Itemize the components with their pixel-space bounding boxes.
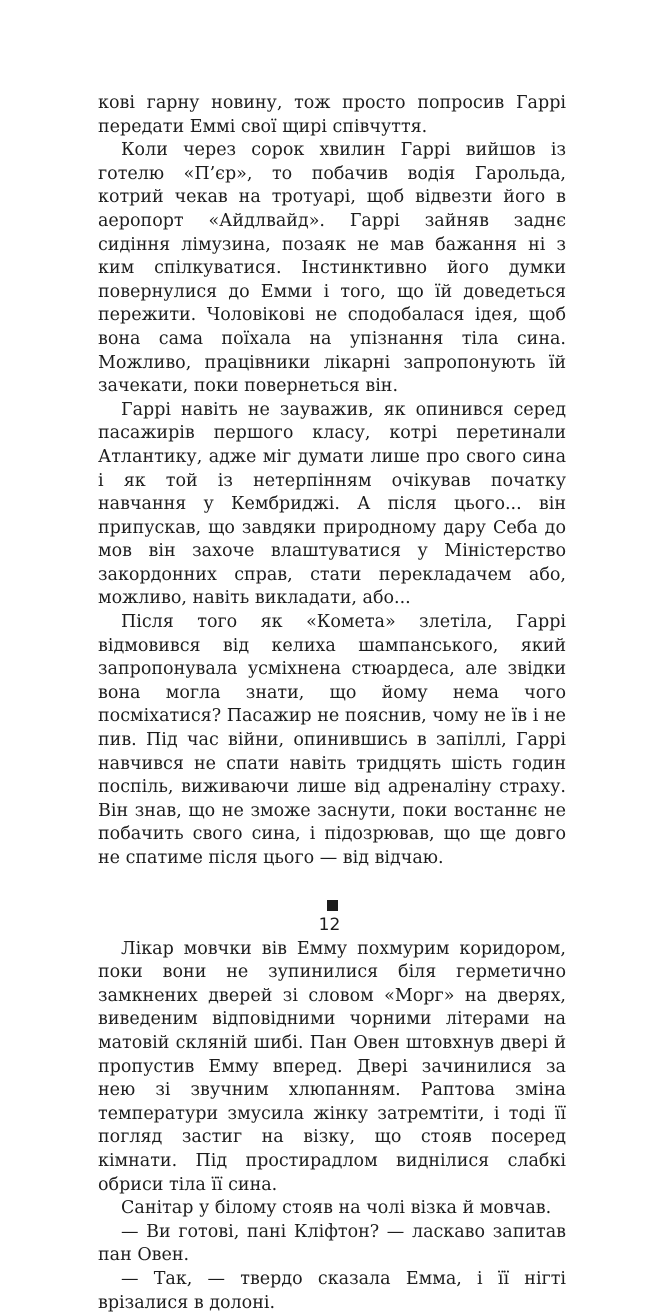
paragraph: кові гарну новину, тож просто попросив Гаррі передати Еммі свої щирі співчуття.	[98, 93, 566, 137]
paragraph: Після того як «Комета» злетіла, Гаррі відмовився від келиха шампанського, який запропонувала усміхнена стюардеса, але звідки вона могла знати, що йому нема чого посміхатися? Пасажир не пояснив, чому не їв і не пив. Під час війни, опинившись в запіллі, Гаррі навчився не спати навіть тридцять шість годин поспіль, виживаючи лише від адреналіну страху. Він знав, що не зможе заснути, поки востаннє не побачить свого сина, і підозрював, що ще довго не спатиме після цього — від відчаю.	[98, 612, 566, 868]
paragraph: Лікар мовчки вів Емму похмурим коридором, поки вони не зупинилися біля герметично замкнених дверей зі словом «Морг» на дверях, виведеним відповідними чорними літерами на матовій скляній шибі. Пан Овен штовхнув двері й пропустив Емму вперед. Двері зачинилися за нею зі звучним хлюпанням. Раптова зміна температури змусила жінку затремтіти, і тоді її погляд застиг на візку, що стояв посеред кімнати. Під простирадлом виднілися слабкі обриси тіла її сина.	[98, 938, 566, 1195]
page-number: 12	[318, 915, 341, 935]
black-square-icon	[327, 900, 338, 911]
section-separator	[98, 894, 566, 917]
paragraph: — Так, — твердо сказала Емма, і її нігті врізалися в долоні.	[98, 1268, 566, 1313]
paragraph: Гаррі навіть не зауважив, як опинився серед пасажирів першого класу, котрі перетинали Атлантику, адже міг думати лише про свого сина і як той із нетерпінням очікував початку навчання у Кембриджі. А після цього... він припускав, що завдяки природному дару Себа до мов він захоче влаштуватися у Міністерство закордонних справ, стати перекладачем або, можливо, навіть викладати, або...	[98, 399, 566, 609]
paragraph: Коли через сорок хвилин Гаррі вийшов із готелю «П’єр», то побачив водія Гарольда, котрий чекав на тротуарі, щоб відвезти його в аеропорт «Айдлвайд». Гаррі зайняв заднє сидіння лімузина, позаяк не мав бажання ні з ким спілкуватися. Інстинктивно його думки повернулися до Емми і того, що їй доведеться пережити. Чоловікові не сподобалася ідея, щоб вона сама поїхала на упізнання тіла сина. Можливо, працівники лікарні запропонують їй зачекати, поки повернеться він.	[98, 140, 566, 397]
paragraph: — Ви готові, пані Кліфтон? — ласкаво запитав пан Овен.	[98, 1221, 566, 1266]
paragraph: Санітар у білому стояв на чолі візка й мовчав.	[121, 1198, 552, 1219]
page-body	[98, 92, 566, 1315]
